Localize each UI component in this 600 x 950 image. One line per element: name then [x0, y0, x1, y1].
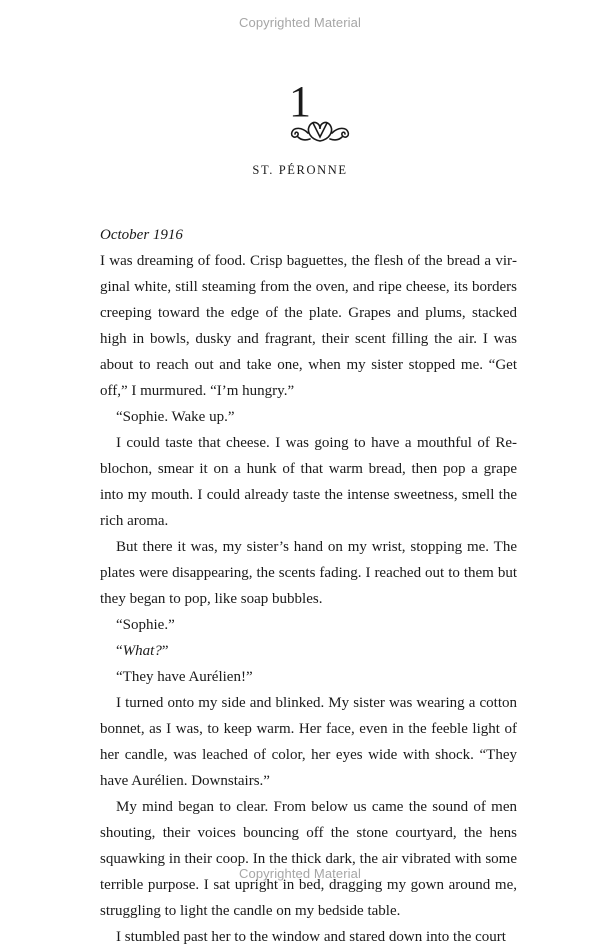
body-text: [100, 222, 517, 950]
italic-word: What?: [122, 643, 162, 659]
paragraph: “They have Aurélien!”: [116, 669, 253, 685]
paragraph: “Sophie. Wake up.”: [116, 409, 235, 425]
copyright-watermark-top: Copyrighted Material: [239, 15, 361, 30]
paragraph: But there it was, my sister’s hand on my wrist, stopping me. The plates were disappearing, the scents fading. I reached out to them but they began to pop, like soap bubbles.: [100, 539, 517, 607]
paragraph: I turned onto my side and blinked. My sister was wearing a cotton bonnet, as I was, to keep warm. Her face, even in the feeble light of her candle, was leached of color, her eyes wide with shock. “They have Aurélien. Downstairs.”: [100, 695, 517, 789]
chapter-number: 1: [289, 77, 311, 126]
date-line: October 1916: [100, 227, 183, 243]
chapter-title: ST. PÉRONNE: [252, 163, 348, 177]
open-quote: “: [116, 643, 123, 659]
paragraph: My mind began to clear. From below us came the sound of men shouting, their voices bouncing off the stone courtyard, the hens squawking in their coop. In the thick dark, the air vibrated with some terrible purpose. I sat upright in bed, dragging my gown around me, struggling to light the candle on my bedside table.: [100, 799, 517, 919]
paragraph: I stumbled past her to the window and stared down into the court: [116, 929, 506, 945]
close-quote: ”: [161, 643, 169, 659]
paragraph: “Sophie.”: [116, 617, 175, 633]
copyright-watermark-bottom: Copyrighted Material: [239, 866, 361, 881]
paragraph-what: [100, 638, 517, 664]
paragraph: I could taste that cheese. I was going to have a mouthful of Reblochon, smear it on a hunk of that warm bread, then pop a grape into my mouth. I could already taste the intense sweetness, smell the rich aroma.: [100, 435, 517, 529]
fleuron-ornament-icon: [280, 117, 360, 145]
paragraph: I was dreaming of food. Crisp baguettes, the flesh of the bread a virginal white, still steaming from the oven, and ripe cheese, its borders creeping toward the edge of the plate. Grapes and plums, stacked high in bowls, dusky and fragrant, their scent filling the air. I was about to reach out and take one, when my sister stopped me. “Get off,” I murmured. “I’m hungry.”: [100, 253, 517, 399]
